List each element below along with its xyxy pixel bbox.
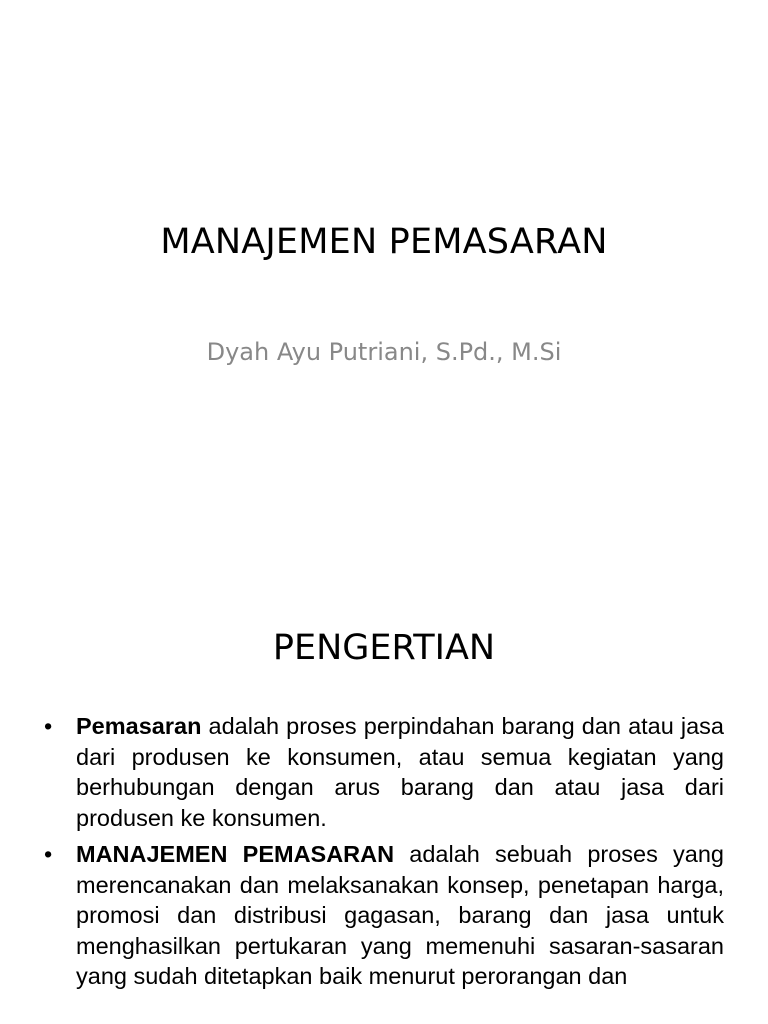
definition-slide [0,576,768,1024]
bullet-list [44,711,724,998]
presentation-author: Dyah Ayu Putriani, S.Pd., M.Si [206,338,562,366]
slide-title: PENGERTIAN [272,628,496,668]
term-manajemen-pemasaran: MANAJEMEN PEMASARAN [76,841,395,867]
bullet-item-manajemen-pemasaran [44,839,724,992]
bullet-icon: • [44,841,53,867]
term-pemasaran: Pemasaran [76,713,202,739]
presentation-title: MANAJEMEN PEMASARAN [160,222,608,262]
bullet-item-pemasaran [44,711,724,833]
definition-pemasaran: adalah proses perpindahan barang dan atau jasa dari produsen ke konsumen, atau semua kegiatan yang berhubungan dengan arus barang dan atau jasa dari produsen ke konsumen. [76,713,724,831]
definition-manajemen-pemasaran: adalah sebuah proses yang merencanakan dan melaksanakan konsep, penetapan harga, promosi dan distribusi gagasan, barang dan jasa untuk menghasilkan pertukaran yang memenuhi sasaran-sasaran yang sudah ditetapkan baik menurut perorangan dan [76,841,724,989]
bullet-icon: • [44,713,53,739]
